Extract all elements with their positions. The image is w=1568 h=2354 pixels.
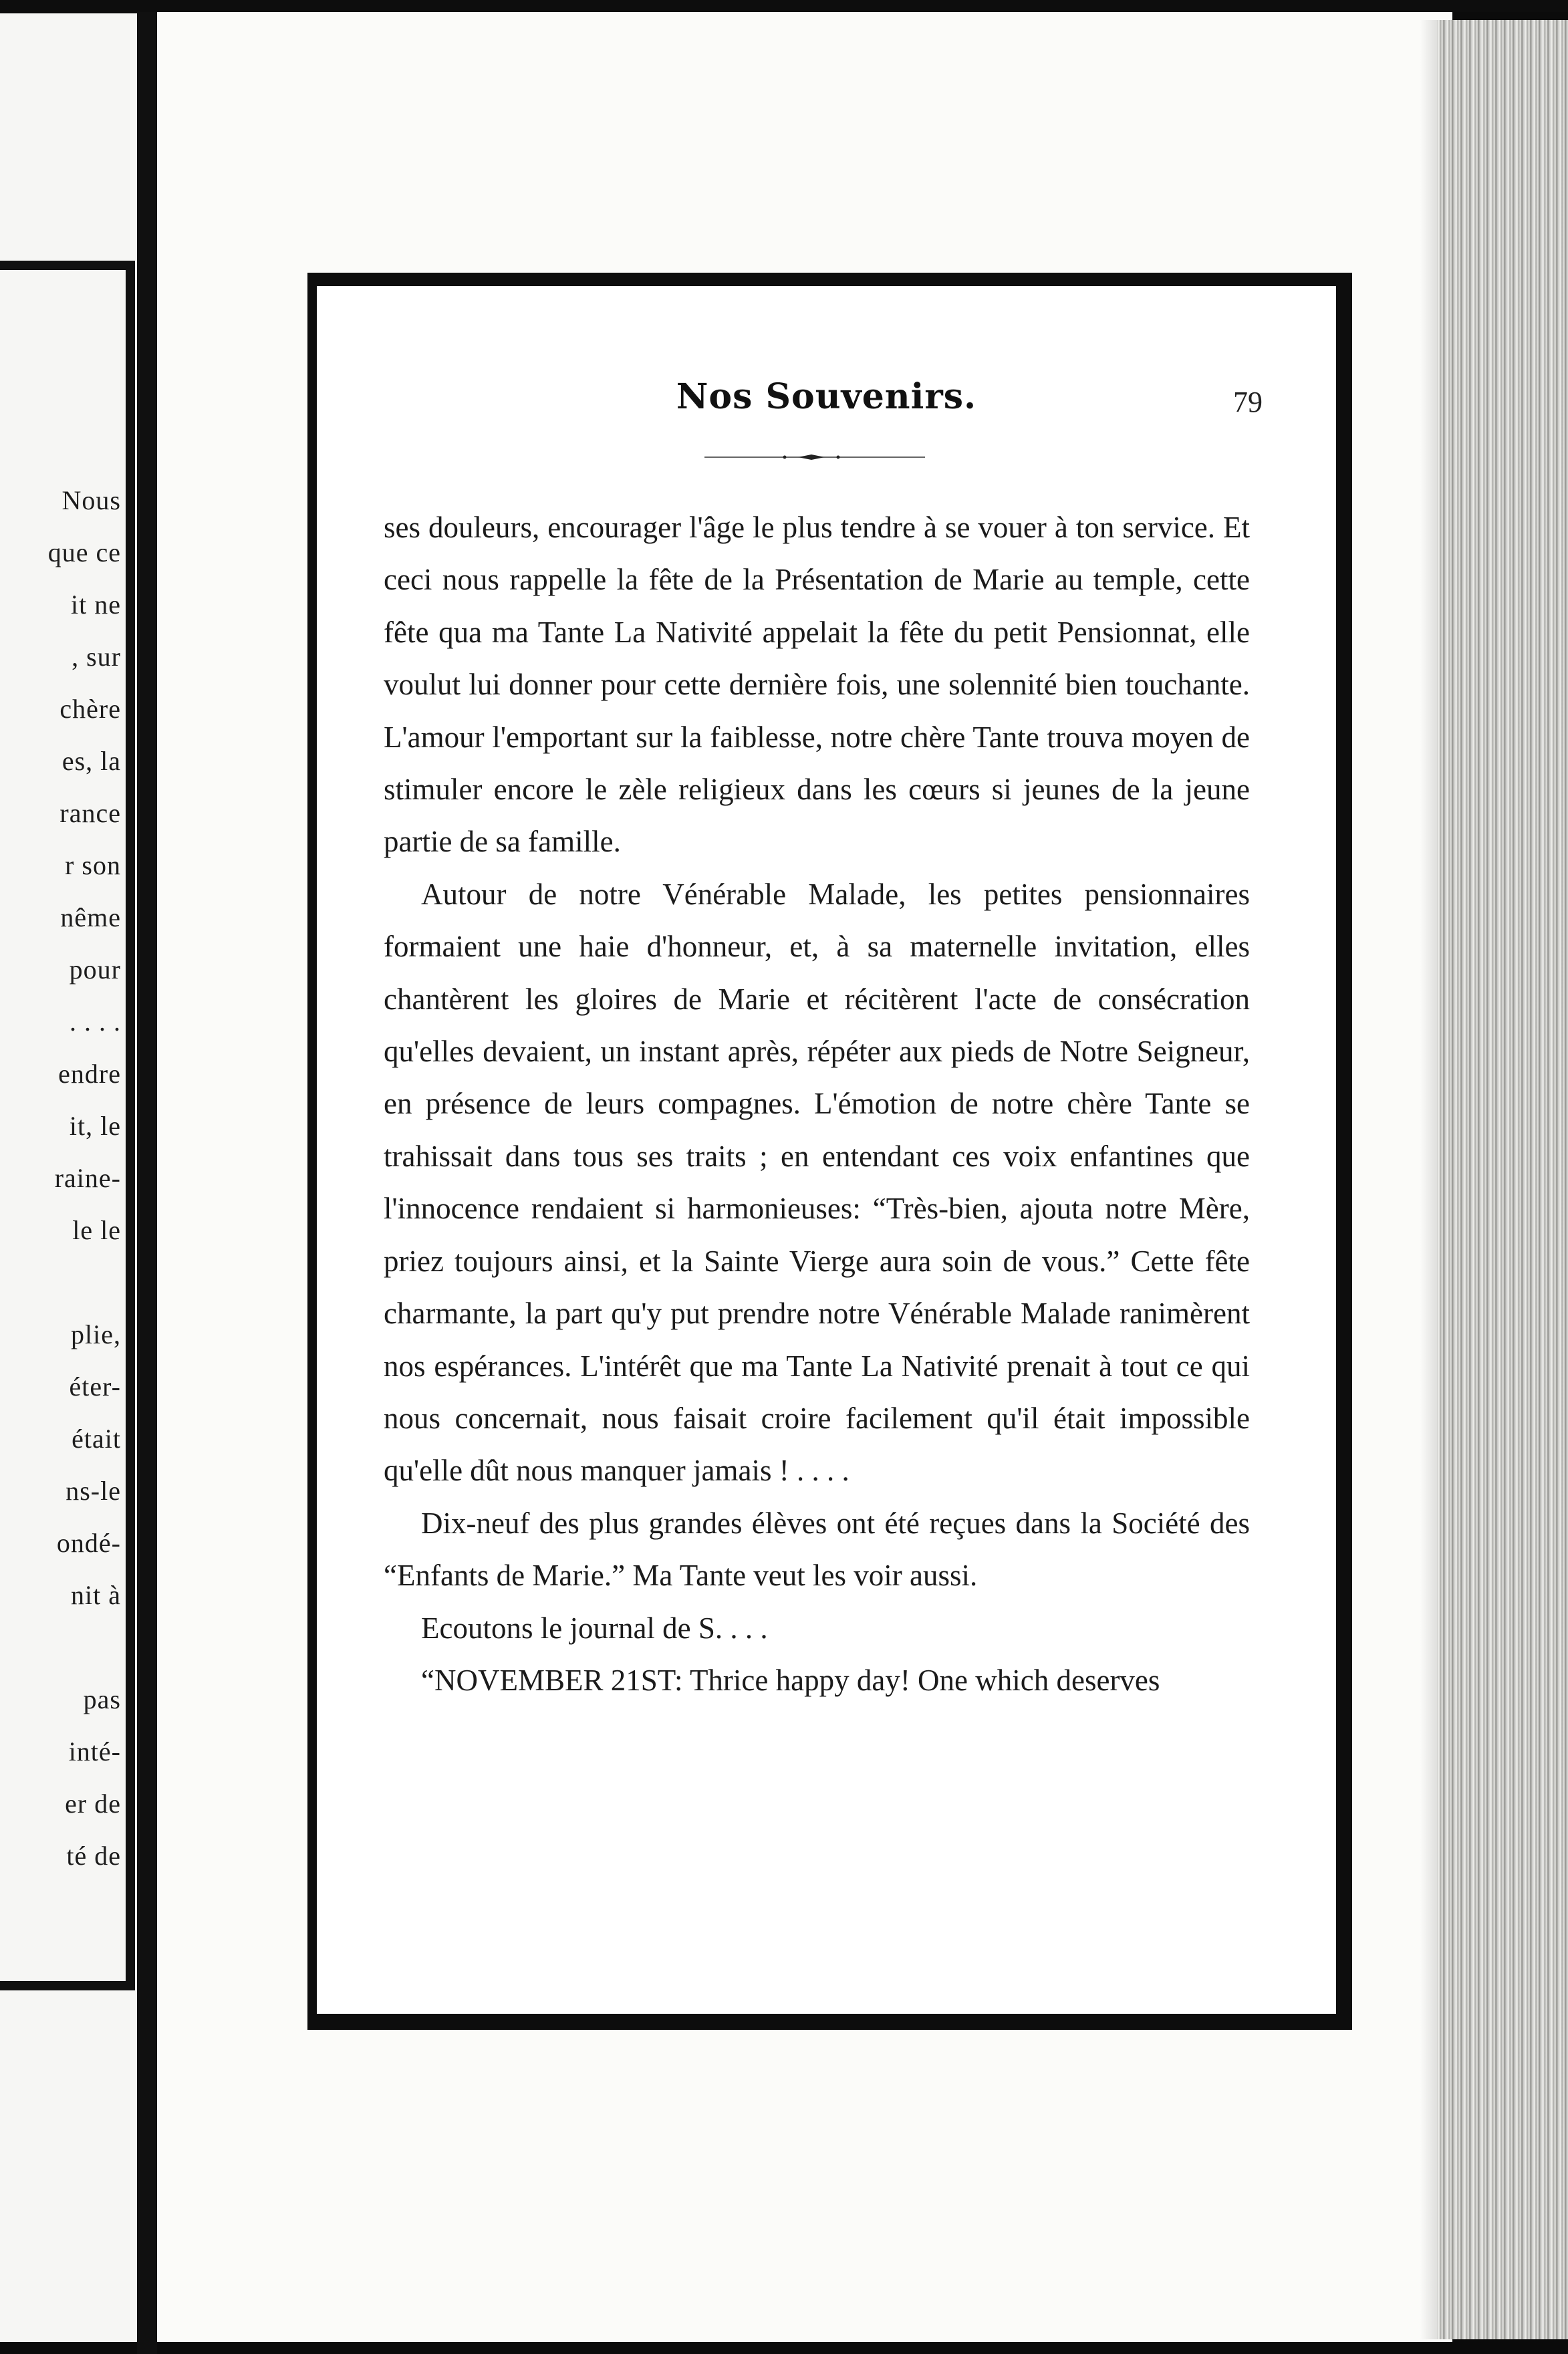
- left-page-line: it ne: [71, 590, 121, 620]
- left-page-line: es, la: [61, 746, 121, 776]
- running-head: Nos Souvenirs.: [676, 376, 977, 417]
- page-text-frame: [307, 273, 1352, 2030]
- left-page-line: chère: [59, 694, 121, 724]
- left-page-line: endre: [58, 1059, 121, 1089]
- left-page-line: inté-: [68, 1736, 121, 1767]
- left-page-line: nême: [60, 902, 121, 932]
- left-page-line: rance: [59, 798, 121, 828]
- book-gutter: [137, 12, 157, 2354]
- page-number: 79: [1233, 386, 1263, 418]
- left-page-line: té de: [66, 1841, 121, 1871]
- left-page-line: it, le: [69, 1111, 121, 1141]
- left-page-line: , sur: [72, 642, 121, 672]
- left-facing-page: [0, 13, 137, 2342]
- left-page-line: er de: [65, 1789, 121, 1819]
- left-page-line: Nous: [61, 485, 121, 515]
- left-page-line: pas: [83, 1684, 121, 1714]
- paragraph: ses douleurs, encourager l'âge le plus tendre à se vouer à ton service. Et ceci nous rappelle la fête de la Présentation de Marie au temple, cette fête qua ma Tante La Nativité appelait la fête du petit Pensionnat, elle voulut lui donner pour cette dernière fois, une solennité bien touchante. L'amour l'emportant sur la faiblesse, notre chère Tante trouva moyen de stimuler encore le zèle religieux dans les cœurs si jeunes de la jeune partie de sa famille.: [384, 511, 1250, 859]
- left-page-line: le le: [72, 1215, 121, 1245]
- left-page-line: ondé-: [56, 1528, 121, 1558]
- book-page-edges: [1437, 20, 1568, 2339]
- left-page-line: était: [72, 1424, 121, 1454]
- left-page-line: . . . .: [70, 1007, 121, 1037]
- left-page-line: pour: [69, 954, 121, 985]
- body-text: [384, 501, 1250, 1706]
- paragraph: “NOVEMBER 21ST: Thrice happy day! One which deserves: [421, 1663, 1160, 1697]
- right-page: [157, 12, 1452, 2342]
- left-page-line: plie,: [71, 1319, 121, 1349]
- paragraph: Dix-neuf des plus grandes élèves ont été reçues dans la Société des “Enfants de Marie.” Ma Tante veut les voir aussi.: [384, 1506, 1250, 1593]
- left-page-line: ns-le: [66, 1476, 121, 1506]
- paragraph: Autour de notre Vénérable Malade, les petites pensionnaires formaient une haie d'honneur, et, à sa maternelle invitation, elles chantèrent les gloires de Marie et récitèrent l'acte de consécration qu'elles devaient, un instant après, répéter aux pieds de Notre Seigneur, en présence de leurs compagnes. L'émotion de notre chère Tante se trahissait dans tous ses traits ; en entendant ces voix enfantines que l'innocence rendaient si harmonieuses: “Très-bien, ajouta notre Mère, priez toujours ainsi, et la Sainte Vierge aura soin de vous.” Cette fête charmante, la part qu'y put prendre notre Vénérable Malade ranimèrent nos espérances. L'intérêt que ma Tante La Nativité prenait à tout ce qui nous concernait, nous faisait croire facilement qu'il était impossible qu'elle dût nous manquer jamais ! . . . .: [384, 877, 1250, 1488]
- scan-top-border: [0, 0, 1568, 12]
- paragraph: Ecoutons le journal de S. . . .: [421, 1611, 768, 1645]
- header-rule-ornament: [704, 453, 925, 461]
- left-page-line: r son: [65, 850, 121, 880]
- left-page-line: que ce: [47, 537, 121, 567]
- left-page-line: nit à: [71, 1580, 121, 1610]
- left-page-line: éter-: [69, 1371, 121, 1402]
- left-page-line: raine-: [54, 1163, 121, 1193]
